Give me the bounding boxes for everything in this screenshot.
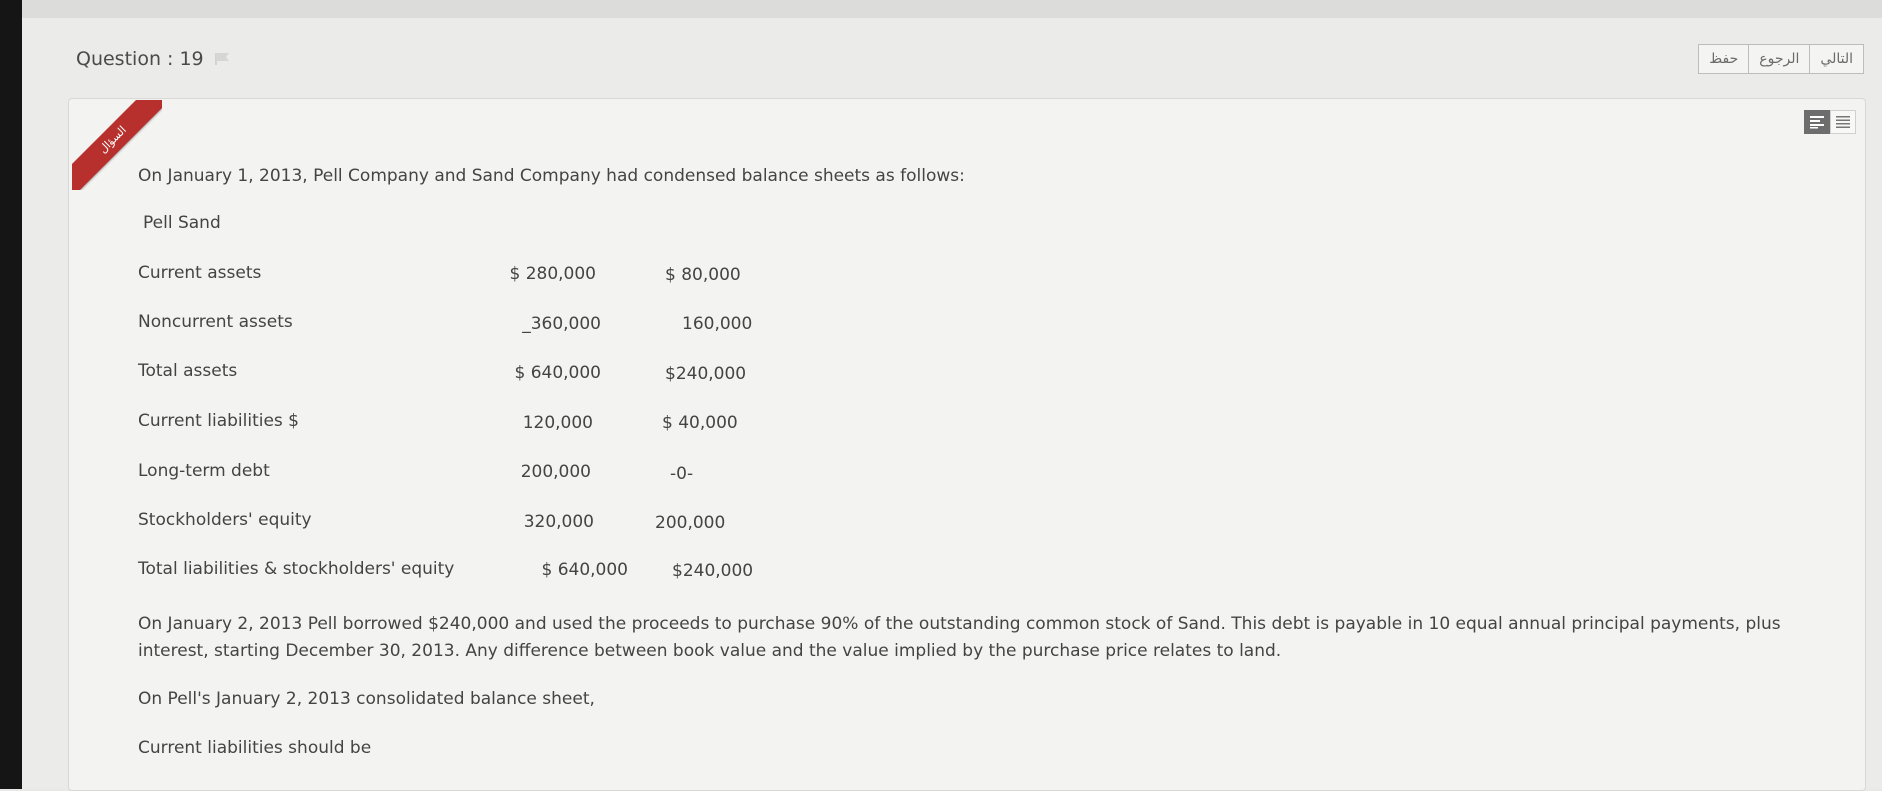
pell-value: _360,000 <box>522 314 601 334</box>
row-label: Current assets <box>138 263 262 283</box>
question-intro: On January 1, 2013, Pell Company and Sand Company had condensed balance sheets as follows: <box>138 166 965 186</box>
question-title: Question : 19 <box>76 48 204 70</box>
row-label: Long-term debt <box>138 461 270 481</box>
view-justify-button[interactable] <box>1830 110 1856 134</box>
sand-value: $ 80,000 <box>665 265 741 285</box>
ribbon-label: السؤال <box>96 123 129 156</box>
sand-value: 160,000 <box>682 314 753 334</box>
columns-header: Pell Sand <box>143 213 221 233</box>
view-toggle <box>1804 110 1856 134</box>
top-bar <box>22 0 1882 19</box>
row-label: Noncurrent assets <box>138 312 293 332</box>
pell-value: 120,000 <box>522 413 593 433</box>
back-button[interactable]: الرجوع <box>1748 45 1809 73</box>
question-ask: Current liabilities should be <box>138 738 372 758</box>
question-paragraph-line-2: interest, starting December 30, 2013. Any difference between book value and the value implied by the purchase price relates to land. <box>138 641 1282 661</box>
flag-icon[interactable] <box>214 52 232 66</box>
pell-value: $ 640,000 <box>514 363 601 383</box>
pell-value: $ 280,000 <box>509 264 596 284</box>
row-label: Total liabilities & stockholders' equity <box>138 559 455 579</box>
align-justify-icon <box>1835 115 1851 129</box>
sand-value: $240,000 <box>672 561 754 581</box>
sand-value: 200,000 <box>655 513 726 533</box>
sand-value: $240,000 <box>665 364 747 384</box>
row-label: Stockholders' equity <box>138 510 312 530</box>
row-label: Total assets <box>138 361 238 381</box>
question-nav <box>1698 44 1864 74</box>
question-prompt: On Pell's January 2, 2013 consolidated balance sheet, <box>138 689 595 709</box>
question-card <box>68 98 1866 791</box>
sand-value: $ 40,000 <box>662 413 738 433</box>
next-button[interactable]: التالي <box>1809 45 1863 73</box>
pell-value: 200,000 <box>520 462 591 482</box>
pell-value: 320,000 <box>523 512 594 532</box>
pell-value: $ 640,000 <box>541 560 628 580</box>
align-left-icon <box>1809 115 1825 129</box>
sand-value: -0- <box>670 464 694 484</box>
save-button[interactable]: حفظ <box>1709 51 1739 67</box>
view-list-button[interactable] <box>1804 110 1830 134</box>
row-label: Current liabilities $ <box>138 411 300 431</box>
screen-bezel <box>0 0 22 789</box>
question-paragraph-line-1: On January 2, 2013 Pell borrowed $240,000 and used the proceeds to purchase 90% of the outstanding common stock of Sand. This debt is payable in 10 equal annual principal payments, plus <box>138 614 1781 634</box>
